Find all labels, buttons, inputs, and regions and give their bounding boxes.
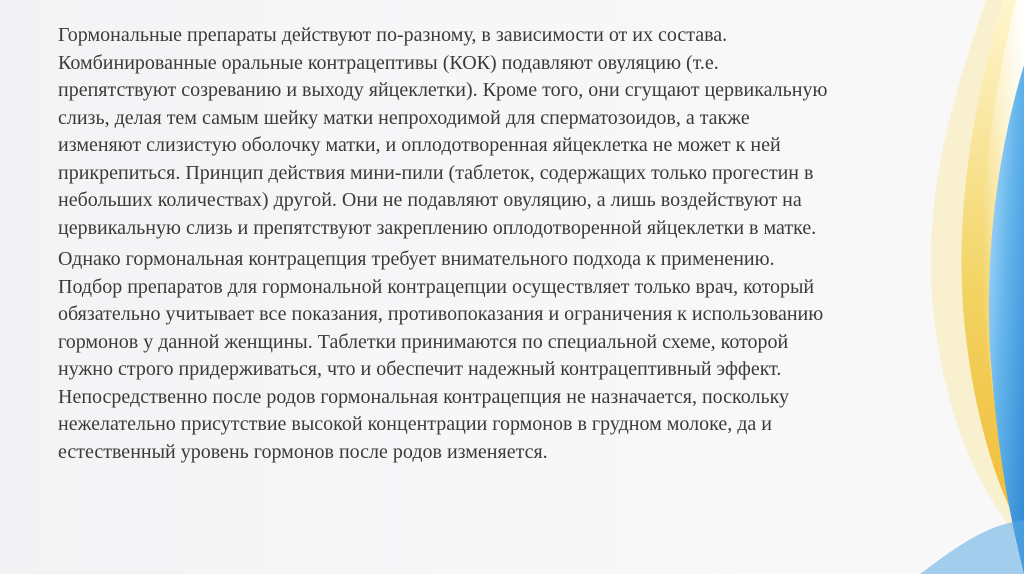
blue-bottom-accent-shape: [920, 520, 1024, 574]
paragraph-1: Гормональные препараты действуют по-разному, в зависимости от их состава. Комбинированные оральные контрацептивы (КОК) подавляют овуляцию (т.е. препятствуют созреванию и выходу яйцеклетки). Кроме того, они сгущают цервикальную слизь, делая тем самым шейку матки непроходимой для сперматозоидов, а также изменяют слизистую оболочку матки, и оплодотворенная яйцеклетка не может к ней прикрепиться. Принцип действия мини-пили (таблеток, содержащих только прогестин в небольших количествах) другой. Они не подавляют овуляцию, а лишь воздействуют на цервикальную слизь и препятствуют закреплению оплодотворенной яйцеклетки в матке.: [58, 24, 828, 239]
main-text-block: [58, 22, 978, 466]
paragraph-2: Однако гормональная контрацепция требует внимательного подхода к применению. Подбор препаратов для гормональной контрацепции осуществляет только врач, который обязательно учитывает все показания, противопоказания и ограничения к использованию гормонов у данной женщины. Таблетки принимаются по специальной схеме, которой нужно строго придерживаться, что и обеспечит надежный контрацептивный эффект. Непосредственно после родов гормональная контрацепция не назначается, поскольку нежелательно присутствие высокой концентрации гормонов в грудном молоке, да и естественный уровень гормонов после родов изменяется.: [58, 248, 824, 463]
